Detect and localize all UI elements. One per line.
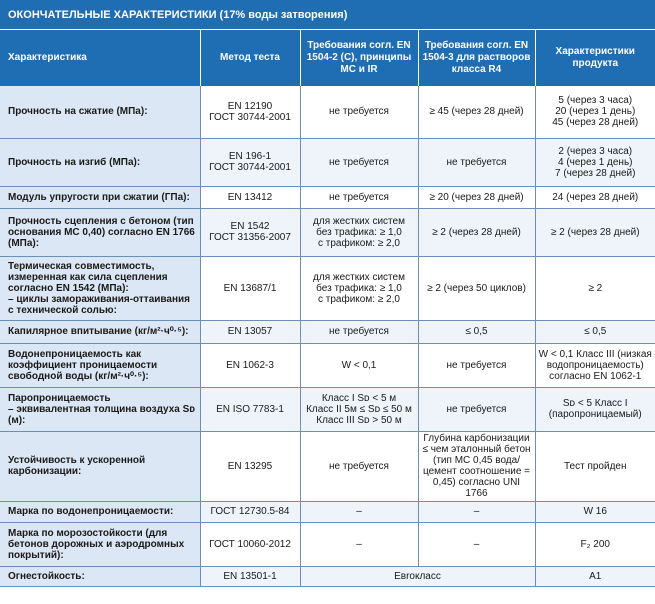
row-product: W 16: [535, 501, 655, 522]
row-characteristic: Устойчивость к ускоренной карбонизации:: [0, 431, 200, 501]
row-method: ГОСТ 10060-2012: [200, 522, 300, 566]
row-product: W < 0,1 Класс III (низкая водопроницаемость) согласно EN 1062-1: [535, 343, 655, 387]
row-characteristic: Прочность сцепления с бетоном (тип основания MC 0,40) согласно EN 1766 (МПа):: [0, 208, 200, 256]
row-product: 5 (через 3 часа) 20 (через 1 день) 45 (через 28 дней): [535, 86, 655, 138]
row-method: EN 12190 ГОСТ 30744-2001: [200, 86, 300, 138]
row-characteristic: Прочность на сжатие (МПа):: [0, 86, 200, 138]
row-characteristic: Водонепроницаемость как коэффициент проницаемости свободной воды (кг/м²·ч⁰·⁵):: [0, 343, 200, 387]
table-row: [0, 522, 655, 566]
row-req-en1504-3: ≤ 0,5: [418, 320, 535, 343]
table-row: [0, 86, 655, 138]
row-product: ≥ 2 (через 28 дней): [535, 208, 655, 256]
table-row: [0, 343, 655, 387]
row-req-en1504-3: не требуется: [418, 387, 535, 431]
table-row: [0, 320, 655, 343]
row-method: EN 13295: [200, 431, 300, 501]
row-characteristic-note: – циклы замораживания-оттаивания с технической солью:: [8, 293, 191, 316]
header-characteristic: Характеристика: [0, 30, 200, 86]
row-req-en1504-2: для жестких систем без трафика: ≥ 1,0 с трафиком: ≥ 2,0: [300, 208, 418, 256]
table-row: [0, 501, 655, 522]
row-method: EN 13412: [200, 186, 300, 208]
row-product: ≤ 0,5: [535, 320, 655, 343]
header-test-method: Метод теста: [200, 30, 300, 86]
row-method: EN 13687/1: [200, 256, 300, 320]
row-req-en1504-3: ≥ 2 (через 28 дней): [418, 208, 535, 256]
table-row: [0, 431, 655, 501]
table-row: [0, 138, 655, 186]
row-method: EN 196-1 ГОСТ 30744-2001: [200, 138, 300, 186]
row-characteristic-title: Паропроницаемость: [8, 392, 111, 404]
row-product: Sᴅ < 5 Класс I (паропроницаемый): [535, 387, 655, 431]
table-title: ОКОНЧАТЕЛЬНЫЕ ХАРАКТЕРИСТИКИ (17% воды затворения): [0, 0, 655, 30]
row-method: EN 1062-3: [200, 343, 300, 387]
row-characteristic: Огнестойкость:: [0, 566, 200, 586]
row-req-en1504-2: Класс I Sᴅ < 5 м Класс II 5м ≤ Sᴅ ≤ 50 м Класс III Sᴅ > 50 м: [300, 387, 418, 431]
row-req-en1504-3: не требуется: [418, 343, 535, 387]
row-req-en1504-3: ≥ 20 (через 28 дней): [418, 186, 535, 208]
row-req-en1504-3: –: [418, 522, 535, 566]
row-req-en1504-3: Глубина карбонизации ≤ чем эталонный бетон (тип MC 0,45 вода/цемент соотношение = 0,45) согласно UNI 1766: [418, 431, 535, 501]
row-req-en1504-2: для жестких систем без трафика: ≥ 1,0 с трафиком: ≥ 2,0: [300, 256, 418, 320]
row-product: 2 (через 3 часа) 4 (через 1 день) 7 (через 28 дней): [535, 138, 655, 186]
header-req-en1504-2: Требования согл. EN 1504-2 (C), принципы MC и IR: [300, 30, 418, 86]
row-characteristic: Марка по морозостойкости (для бетонов дорожных и аэродромных покрытий):: [0, 522, 200, 566]
row-characteristic: Капилярное впитывание (кг/м²·ч⁰·⁵):: [0, 320, 200, 343]
row-req-en1504-3: –: [418, 501, 535, 522]
row-characteristic: [0, 256, 200, 320]
row-product: ≥ 2: [535, 256, 655, 320]
row-req-en1504-2: W < 0,1: [300, 343, 418, 387]
row-method: EN 1542 ГОСТ 31356-2007: [200, 208, 300, 256]
row-req-en1504-2: не требуется: [300, 431, 418, 501]
row-method: ГОСТ 12730.5-84: [200, 501, 300, 522]
characteristics-table: [0, 30, 655, 587]
row-characteristic: Прочность на изгиб (МПа):: [0, 138, 200, 186]
row-req-en1504-2: не требуется: [300, 186, 418, 208]
table-row: [0, 256, 655, 320]
row-req-en1504-2: –: [300, 501, 418, 522]
header-row: [0, 30, 655, 86]
row-characteristic: Марка по водонепроницаемости:: [0, 501, 200, 522]
row-characteristic: [0, 387, 200, 431]
row-product: 24 (через 28 дней): [535, 186, 655, 208]
row-product: F₂ 200: [535, 522, 655, 566]
table-row: [0, 566, 655, 586]
row-req-en1504-2: –: [300, 522, 418, 566]
header-product: Характеристики продукта: [535, 30, 655, 86]
row-req-en1504-2: не требуется: [300, 138, 418, 186]
table-row: [0, 387, 655, 431]
row-characteristic-note: – эквивалентная толщина воздуха Sᴅ (м):: [8, 403, 196, 426]
row-method: EN ISO 7783-1: [200, 387, 300, 431]
row-req-en1504-2: не требуется: [300, 86, 418, 138]
row-characteristic: Модуль упругости при сжатии (ГПа):: [0, 186, 200, 208]
row-req-en1504-3: не требуется: [418, 138, 535, 186]
table-row: [0, 186, 655, 208]
row-req-en1504-3: ≥ 2 (через 50 циклов): [418, 256, 535, 320]
row-req-en1504-2: не требуется: [300, 320, 418, 343]
header-req-en1504-3: Требования согл. EN 1504-3 для растворов класса R4: [418, 30, 535, 86]
row-req-en1504-3: ≥ 45 (через 28 дней): [418, 86, 535, 138]
row-method: EN 13501-1: [200, 566, 300, 586]
row-requirements-merged: Евrокласс: [300, 566, 535, 586]
row-product: A1: [535, 566, 655, 586]
table-row: [0, 208, 655, 256]
row-method: EN 13057: [200, 320, 300, 343]
row-characteristic-title: Термическая совместимость, измеренная как сила сцепления согласно EN 1542 (МПа):: [8, 260, 168, 294]
row-product: Тест пройден: [535, 431, 655, 501]
